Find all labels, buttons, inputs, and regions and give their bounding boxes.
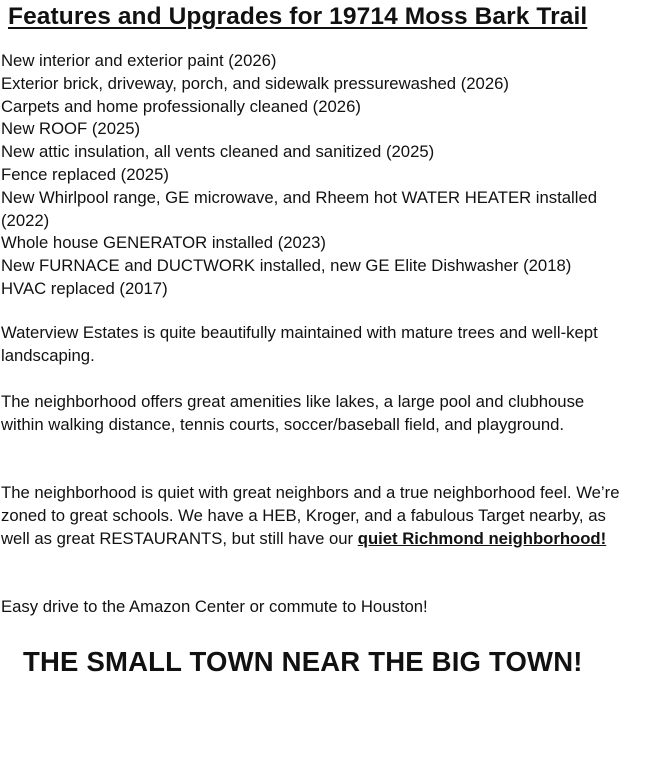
feature-item: New attic insulation, all vents cleaned and sanitized (2025) [1,142,435,162]
document-title: Features and Upgrades for 19714 Moss Bark Trail [8,3,588,30]
feature-item: New Whirlpool range, GE microwave, and Rheem hot WATER HEATER installed (2022) [1,187,598,230]
quiet-neighborhood-emphasis: quiet Richmond neighborhood! [357,528,607,548]
feature-item: New FURNACE and DUCTWORK installed, new GE Elite Dishwasher (2018) [1,256,572,276]
feature-item: Fence replaced (2025) [1,164,169,184]
amenities-paragraph: The neighborhood offers great amenities like lakes, a large pool and clubhouse within walking distance, tennis courts, soccer/baseball field, and playground. [1,392,585,434]
estates-paragraph: Waterview Estates is quite beautifully maintained with mature trees and well-kept landscaping. [1,323,598,365]
commute-paragraph: Easy drive to the Amazon Center or commute to Houston! [1,597,428,616]
neighborhood-text: The neighborhood is quiet with great neighbors and a true neighborhood feel. We’re zoned to great schools. We have a HEB, Kroger, and a fabulous Target nearby, as well as great RESTAURANTS, but still have our [1,483,620,548]
feature-item: HVAC replaced (2017) [1,278,168,298]
feature-item: Whole house GENERATOR installed (2023) [1,233,326,253]
feature-item: Carpets and home professionally cleaned (2026) [1,96,361,116]
features-list [1,50,641,301]
tagline: THE SMALL TOWN NEAR THE BIG TOWN! [23,646,583,677]
feature-item: Exterior brick, driveway, porch, and sidewalk pressurewashed (2026) [1,73,509,93]
neighborhood-paragraph [1,482,631,550]
feature-item: New interior and exterior paint (2026) [1,51,277,70]
feature-item: New ROOF (2025) [1,119,141,139]
